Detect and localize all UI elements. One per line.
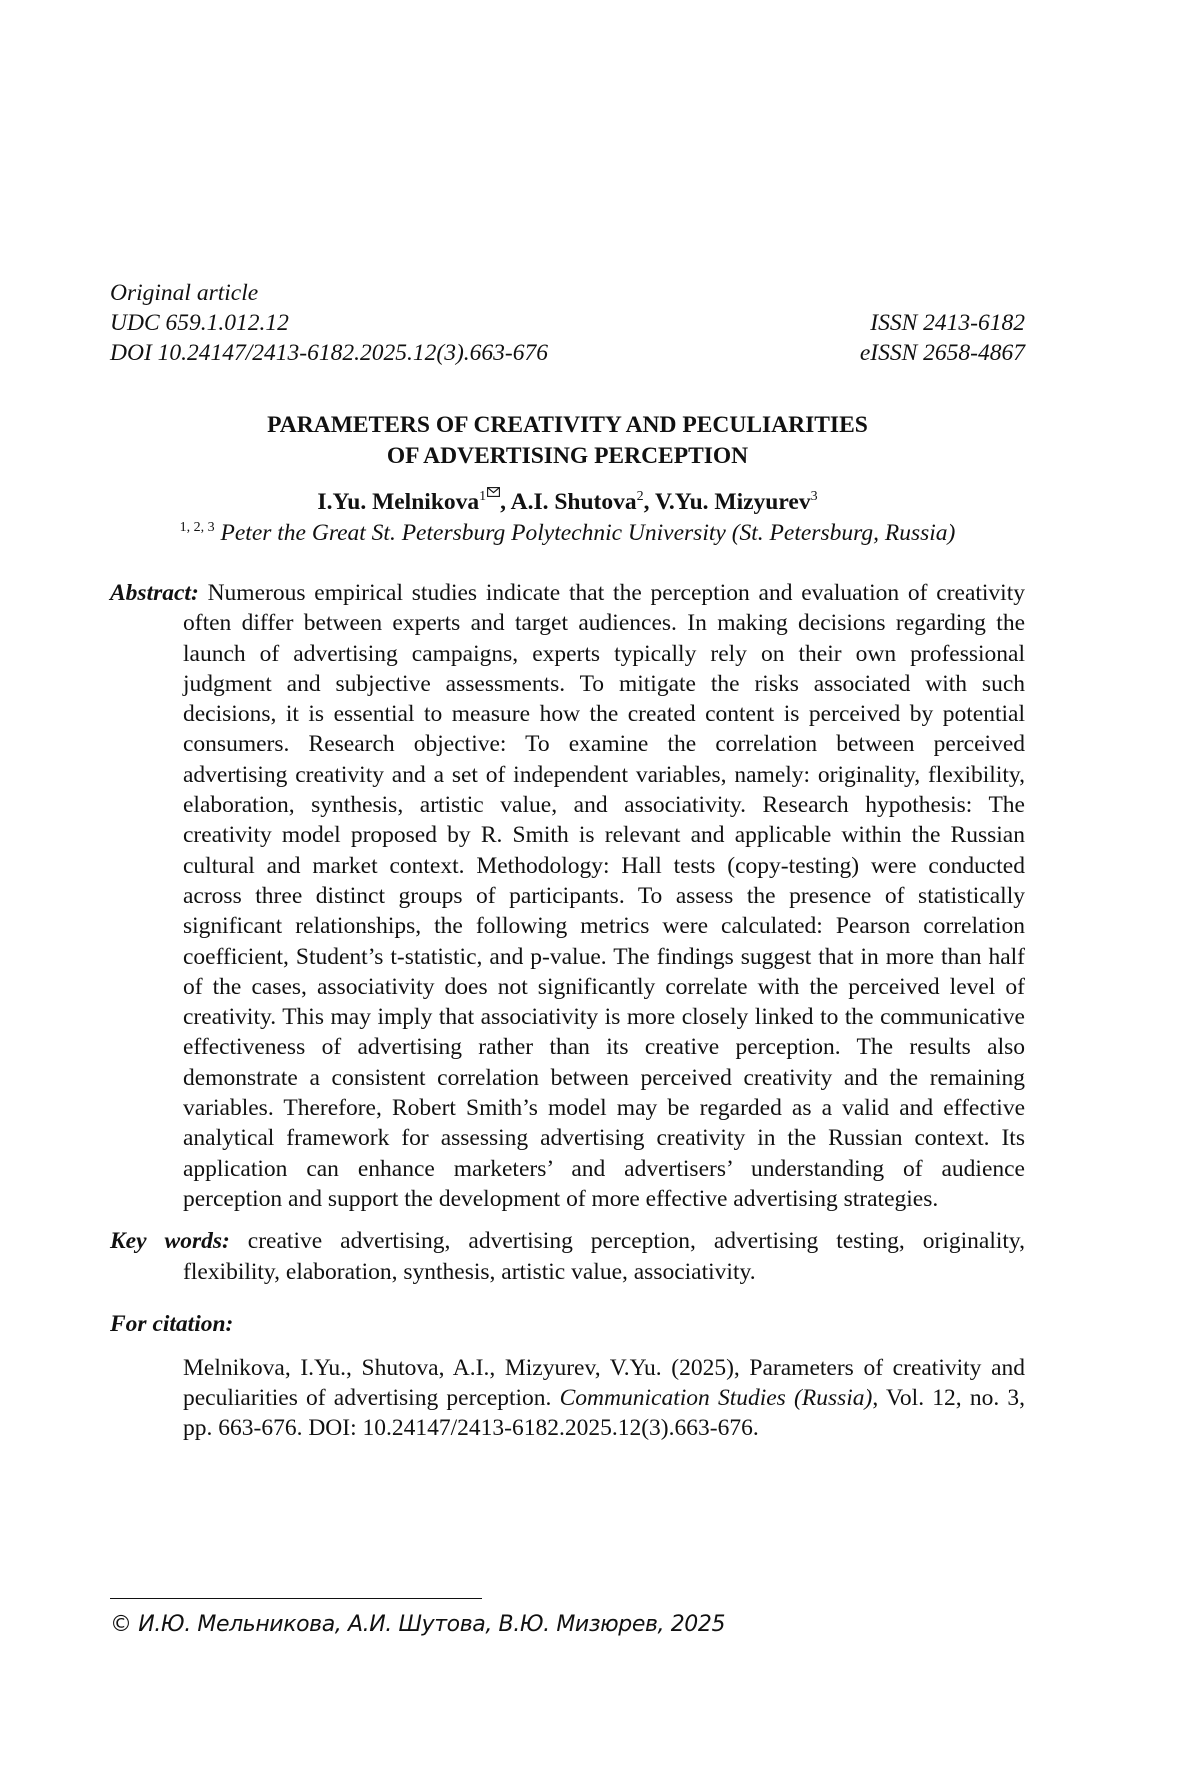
title-line-1: PARAMETERS OF CREATIVITY AND PECULIARITIES [267,412,868,438]
envelope-icon [487,487,500,497]
keywords [110,1226,1025,1287]
author-3: V.Yu. Mizyurev [654,489,811,515]
citation-text [110,1353,1025,1444]
issn: ISSN 2413-6182 [870,310,1025,336]
author-list: I.Yu. Melnikova$^1$ , A.I. Shutova$^2$, V.Yu. Mizyurev$^3$ [317,489,818,515]
citation-heading: For citation: [110,1310,234,1337]
citation-authors-title: Melnikova, I.Yu., Shutova, A.I., Mizyurev, V.Yu. (2025), Parameters of creativity and peculiarities of advertising perception. [183,1354,1025,1412]
abstract [110,578,1025,1214]
author-1-affil-sup: 1 [479,489,487,505]
affiliation-sup: 1, 2, 3 [179,520,215,536]
author-2: A.I. Shutova [510,489,637,515]
citation-details: , Vol. 12, no. 3, pp. 663-676. DOI: 10.24147/2413-6182.2025.12(3).663-676. [183,1385,1026,1442]
keywords-text: creative advertising, advertising perception, advertising testing, originality, flexibility, elaboration, synthesis, artistic value, associativity. [183,1228,1026,1285]
abstract-text: Numerous empirical studies indicate that the perception and evaluation of creativity often differ between experts and target audiences. In making decisions regarding the launch of advertising campaigns, experts typically rely on their own professional judgment and subjective assessments. To mitigate the risks associated with such decisions, it is essential to measure how the created content is perceived by potential consumers. Research objective: To examine the correlation between perceived advertising creativity and a set of independent variables, namely: originality, flexibility, elaboration, synthesis, artistic value, and associativity. Research hypothesis: The creativity model proposed by R. Smith is relevant and applicable within the Russian cultural and market context. Methodology: Hall tests (copy-testing) were conducted across three distinct groups of participants. To assess the presence of statistically significant relationships, the following metrics were calculated: Pearson correlation coefficient, Student’s t-statistic, and p-value. The findings suggest that in more than half of the cases, associativity does not significantly correlate with the perceived level of creativity. This may imply that associativity is more closely linked to the communicative effectiveness of advertising rather than its creative perception. The results also demonstrate a consistent correlation between perceived creativity and the remaining variables. Therefore, Robert Smith’s model may be regarded as a valid and effective analytical framework for assessing advertising creativity in the Russian context. Its application can enhance marketers’ and advertisers’ understanding of audience perception and support the development of more effective advertising strategies. [183,580,1025,1212]
keywords-label: Key words: [110,1228,230,1255]
article-metadata [110,278,1025,368]
eissn: eISSN 2658-4867 [859,340,1025,366]
author-1: I.Yu. Melnikova [317,489,480,515]
article-type: Original article [110,280,259,306]
author-2-affil-sup: 2 [636,489,644,505]
author-3-affil-sup: 3 [810,489,818,505]
meta-row-udc [110,308,1025,338]
article-title [110,410,1025,472]
doi: DOI 10.24147/2413-6182.2025.12(3).663-676 [110,340,548,366]
copyright-footnote: © И.Ю. Мельникова, А.И. Шутова, В.Ю. Мизюрев, 2025 [110,1612,726,1637]
abstract-label: Abstract: [110,580,199,606]
article-first-page [110,278,1025,1444]
footnote-divider [110,1598,482,1599]
udc-code: UDC 659.1.012.12 [110,310,289,336]
affiliation [110,518,1025,548]
meta-row-doi [110,338,1025,368]
title-line-2: OF ADVERTISING PERCEPTION [386,443,749,469]
affiliation-text: Peter the Great St. Petersburg Polytechnic University (St. Petersburg, Russia) [220,520,956,546]
citation-journal: Communication Studies (Russia) [559,1385,873,1412]
